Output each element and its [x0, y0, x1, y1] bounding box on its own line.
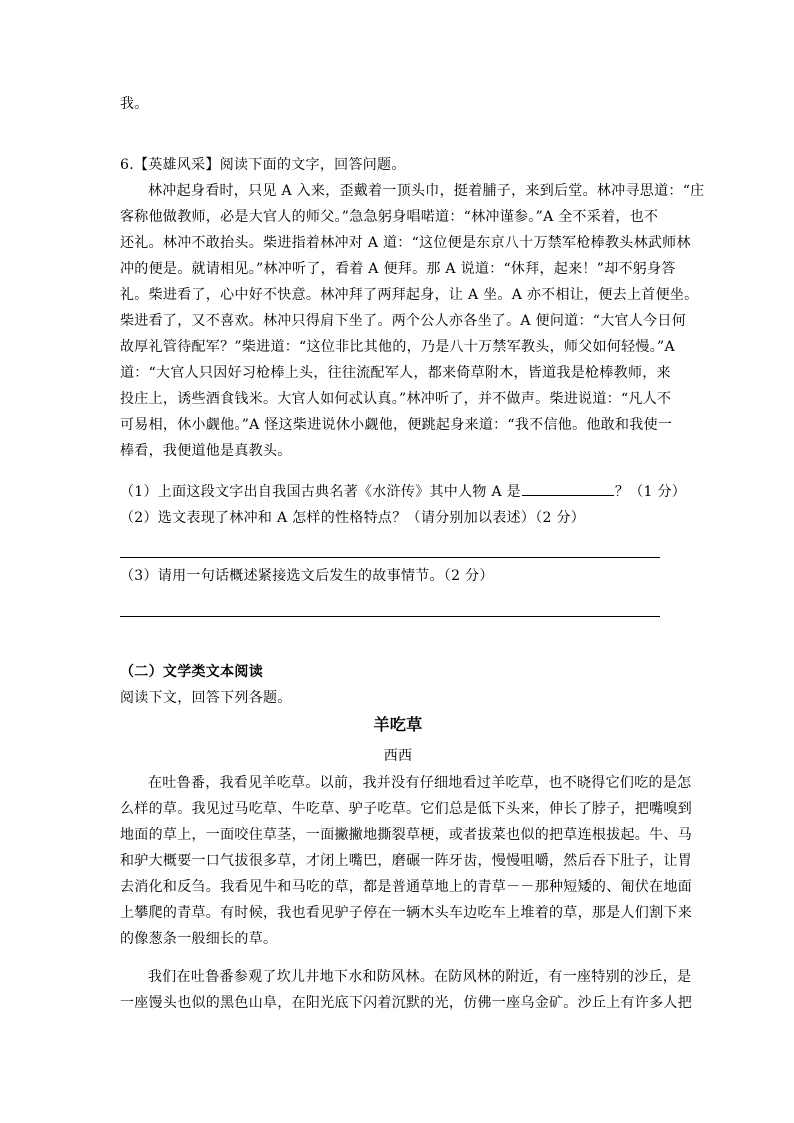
- question-6-heading: 6.【英雄风采】阅读下面的文字，回答问题。: [120, 157, 406, 173]
- article-line: 一座馒头也似的黑色山阜，在阳光底下闪着沉默的光，仿佛一座乌金矿。沙丘上有许多人把: [120, 995, 692, 1011]
- passage-line: 柴进看了，又不喜欢。林冲只得肩下坐了。两个公人亦各坐了。A 便问道：“大官人今日何: [120, 313, 687, 329]
- passage-line: 棒看，我便道他是真教头。: [120, 443, 292, 459]
- passage-line: 还礼。林冲不敢抬头。柴进指着林冲对 A 道：“这位便是东京八十万禁军枪棒教头林武师林: [120, 235, 691, 251]
- answer-line-3[interactable]: [120, 616, 660, 617]
- sub-question-3: （3）请用一句话概述紧接选文后发生的故事情节。（2 分）: [120, 568, 494, 584]
- sub-question-1: [120, 481, 687, 502]
- article-line: 和驴大概要一口气拔很多草，才闭上嘴巴，磨碾一阵牙齿，慢慢咀嚼，然后吞下肚子，让胃: [120, 853, 692, 869]
- passage-line: 可易相，休小觑他。”A 怪这柴进说休小觑他，便跳起身来道：“我不信他。他敢和我使一: [120, 417, 673, 433]
- passage-line: 投庄上，诱些酒食钱米。大官人如何忒认真。”林冲听了，并不做声。柴进说道：“凡人不: [120, 391, 672, 407]
- passage-line: 林冲起身看时，只见 A 入来，歪戴着一顶头巾，挺着脯子，来到后堂。林冲寻思道：“庄: [148, 183, 705, 199]
- passage-line: 冲的便是。就请相见。”林冲听了，看着 A 便拜。那 A 说道：“休拜，起来！”却不躬身答: [120, 261, 676, 277]
- article-line: 么样的草。我见过马吃草、牛吃草、驴子吃草。它们总是低下头来，伸长了脖子，把嘴嗅到: [120, 801, 692, 817]
- article-line: 在吐鲁番，我看见羊吃草。以前，我并没有仔细地看过羊吃草，也不晓得它们吃的是怎: [148, 775, 692, 791]
- article-line: 上攀爬的青草。有时候，我也看见驴子停在一辆木头车边吃车上堆着的草，那是人们割下来: [120, 905, 692, 921]
- sub-question-1-text: （1）上面这段文字出自我国古典名著《水浒传》其中人物 A 是: [120, 484, 521, 500]
- carryover-text: 我。: [120, 96, 149, 112]
- sub-question-1-score: ？（1 分）: [614, 484, 687, 500]
- article-title: 羊吃草: [373, 715, 423, 734]
- article-author: 西西: [383, 748, 413, 764]
- answer-line-2[interactable]: [120, 557, 660, 558]
- article-line: 的像葱条一般细长的草。: [120, 931, 278, 947]
- answer-blank-1[interactable]: [522, 481, 614, 496]
- sub-question-2: （2）选文表现了林冲和 A 怎样的性格特点？（请分别加以表述）（2 分）: [120, 510, 586, 526]
- article-line: 去消化和反刍。我看见牛和马吃的草，都是普通草地上的青草－－那种短矮的、匍伏在地面: [120, 879, 692, 895]
- passage-line: 礼。柴进看了，心中好不快意。林冲拜了两拜起身，让 A 坐。A 亦不相让，便去上首便坐。: [120, 287, 699, 303]
- passage-line: 故厚礼管待配军？”柴进道：“这位非比其他的，乃是八十万禁军教头，师父如何轻慢。”A: [120, 339, 675, 355]
- section-2-heading: （二）文学类文本阅读: [120, 664, 263, 680]
- article-line: 我们在吐鲁番参观了坎儿井地下水和防风林。在防风林的附近，有一座特别的沙丘，是: [148, 969, 692, 985]
- passage-line: 客称他做教师，必是大官人的师父。”急急躬身唱喏道：“林冲谨参。”A 全不采着，也不: [120, 209, 659, 225]
- section-2-instruction: 阅读下文，回答下列各题。: [120, 690, 292, 706]
- article-line: 地面的草上，一面咬住草茎，一面撇撇地撕裂草梗，或者拔菜也似的把草连根拔起。牛、马: [120, 827, 692, 843]
- passage-line: 道：“大官人只因好习枪棒上头，往往流配军人，都来倚草附木，皆道我是枪棒教师，来: [120, 365, 671, 381]
